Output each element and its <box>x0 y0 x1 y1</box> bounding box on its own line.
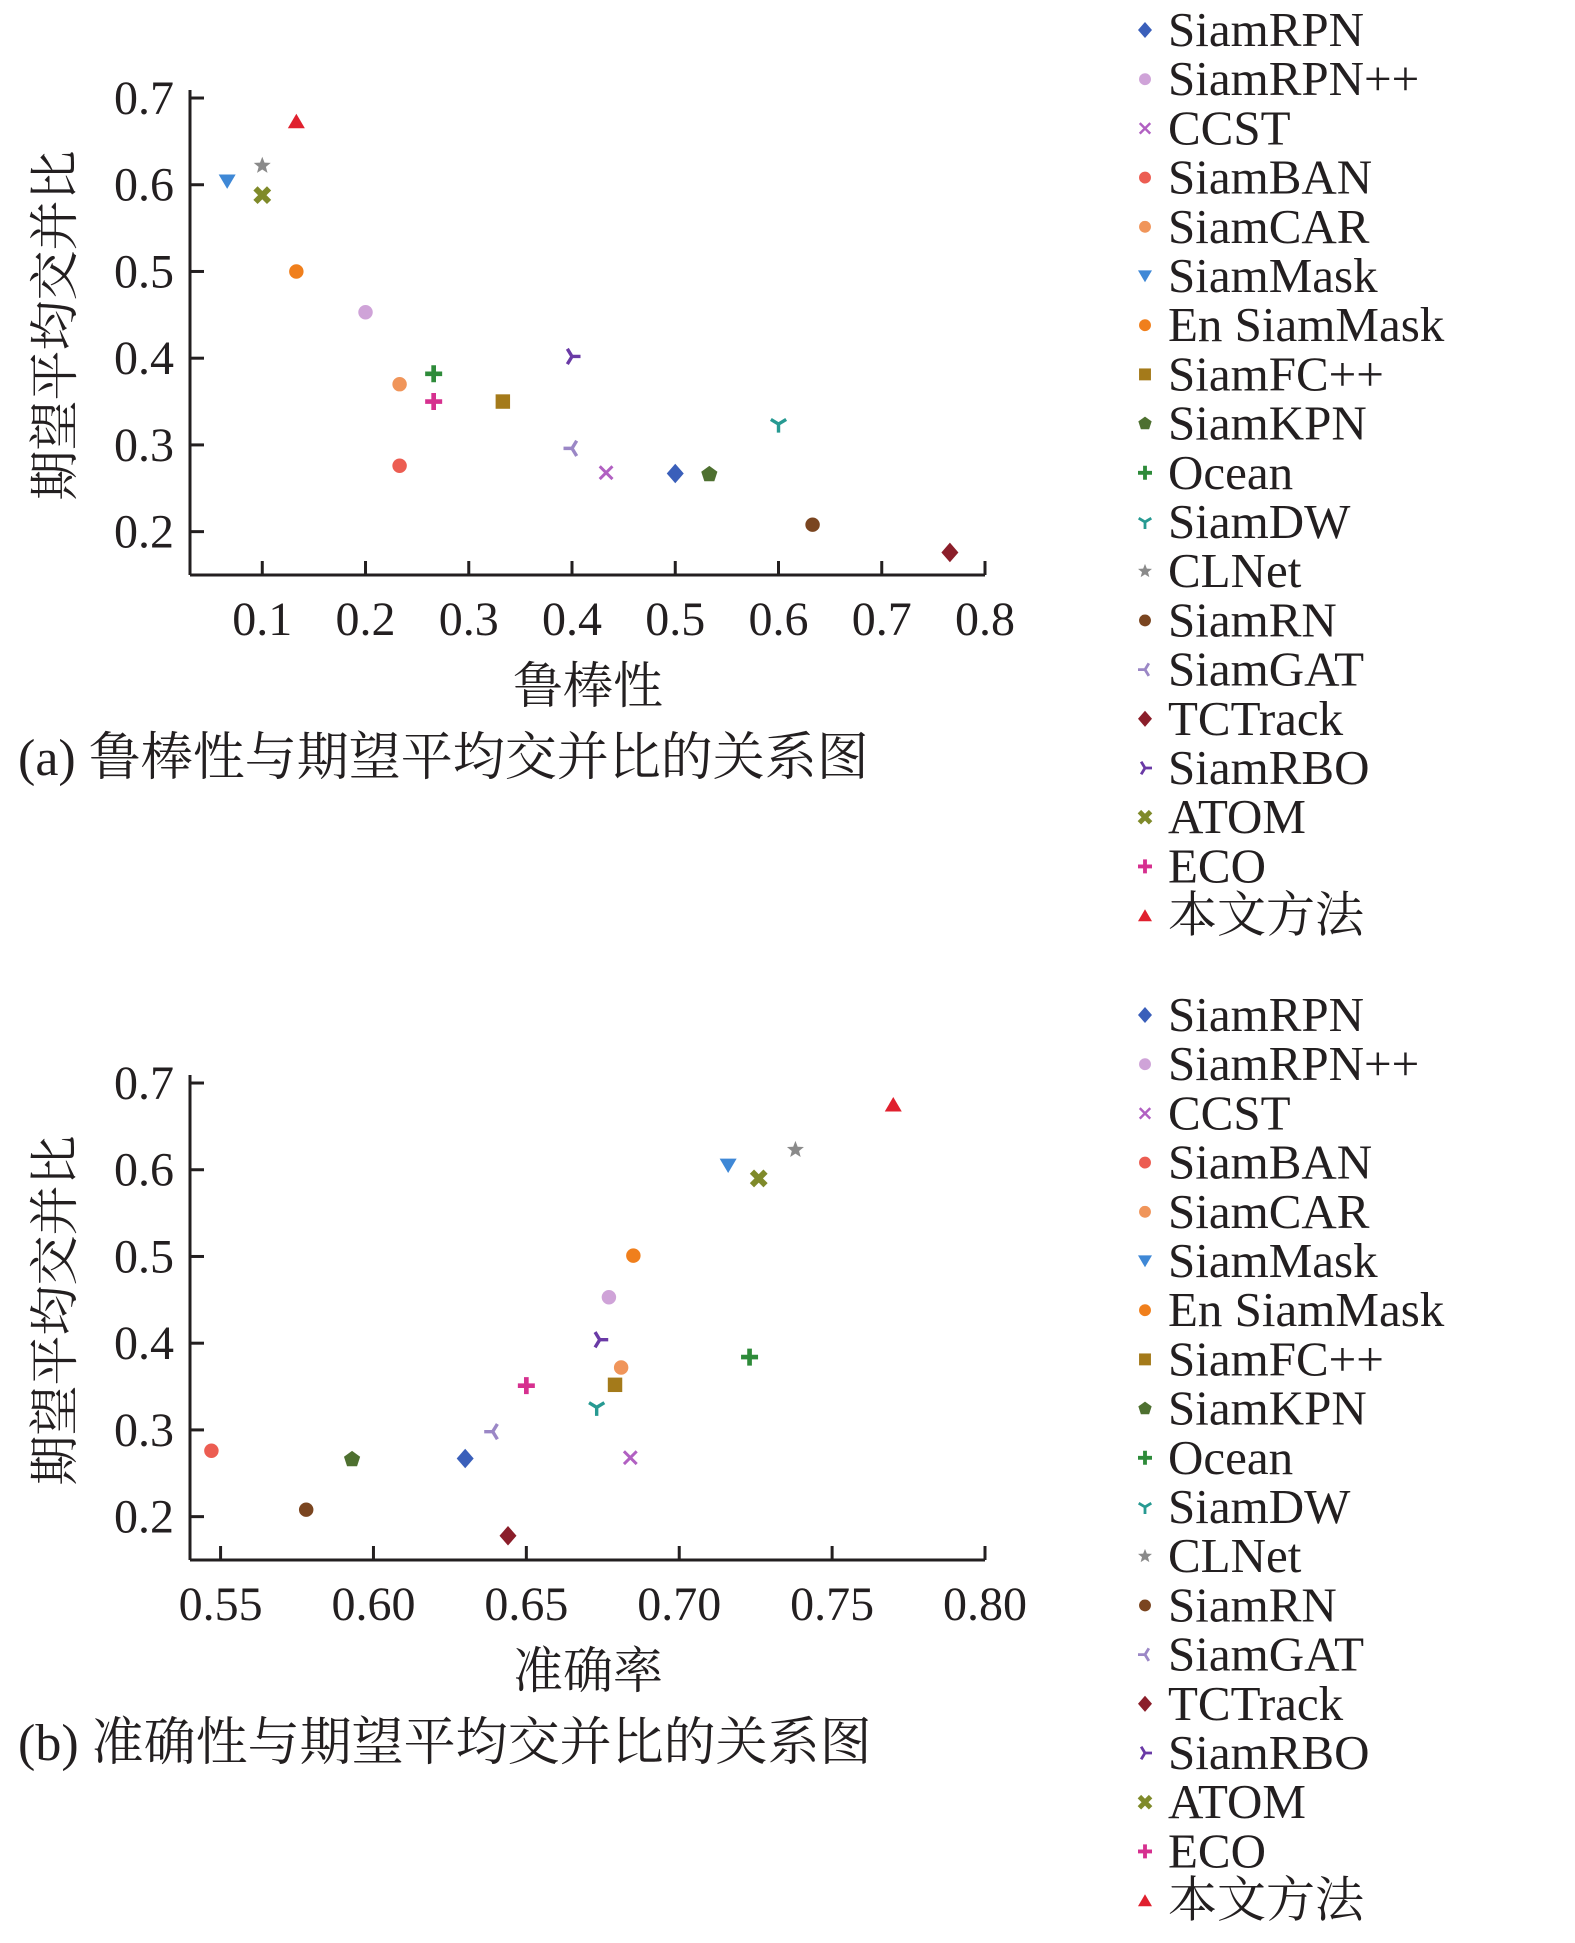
chart-a-legend-label: En SiamMask <box>1168 297 1445 353</box>
chart-a-x-tick-label: 0.8 <box>955 593 1015 646</box>
chart-a-legend-marker <box>1138 859 1152 873</box>
chart-panel-a <box>0 0 1575 958</box>
chart-b-legend-label: 本文方法 <box>1168 1872 1365 1928</box>
chart-b-y-tick-label: 0.4 <box>114 1317 174 1371</box>
chart-a-legend-marker <box>1138 22 1152 38</box>
chart-a-x-tick-label: 0.2 <box>335 593 396 646</box>
chart-a-point-atom <box>255 188 269 202</box>
chart-b-x-axis-title: 准确率 <box>513 1642 663 1700</box>
chart-a-x-tick-label: 0.6 <box>748 593 809 646</box>
chart-b-y-axis-title: 期望平均交并比 <box>26 1135 84 1486</box>
chart-a-legend-item-en-siammask <box>1139 297 1445 352</box>
chart-a-legend-marker <box>1138 711 1152 727</box>
chart-a-legend-item-siamban <box>1139 150 1372 205</box>
chart-b-legend-marker <box>1139 1157 1151 1169</box>
chart-a-legend-item-eco <box>1138 838 1266 893</box>
chart-b-point-siamban <box>204 1444 218 1458</box>
chart-a-point-clnet <box>254 157 271 173</box>
chart-b-point-siamrpn <box>457 1449 474 1469</box>
chart-b-y-tick-label: 0.7 <box>114 1057 174 1111</box>
chart-a-x-tick-label: 0.4 <box>542 593 603 646</box>
chart-a-legend-marker <box>1138 663 1149 676</box>
chart-b-point-clnet <box>787 1141 804 1157</box>
chart-a-legend-marker <box>1138 909 1152 921</box>
chart-b-x-tick-label: 0.75 <box>790 1578 875 1631</box>
chart-b-legend-label: CLNet <box>1168 1528 1302 1584</box>
chart-b-point-en-siammask <box>626 1248 640 1262</box>
chart-b-legend-item-siamcar <box>1139 1184 1370 1239</box>
chart-a-legend-label: ECO <box>1168 838 1266 894</box>
chart-a-point-本文方法 <box>288 114 305 128</box>
chart-b-legend-marker <box>1138 1451 1152 1465</box>
chart-a-legend-marker <box>1141 762 1152 775</box>
chart-a-y-tick-label: 0.4 <box>114 332 174 386</box>
chart-b-legend-item-siamrpn <box>1138 987 1364 1042</box>
chart-b-legend-item-siamdw <box>1139 1479 1351 1534</box>
chart-b-y-tick-label: 0.6 <box>114 1143 174 1197</box>
chart-a-legend-marker <box>1139 319 1151 331</box>
chart-b-legend-marker <box>1138 1696 1152 1712</box>
chart-a-legend-marker <box>1139 812 1150 823</box>
chart-b-point-本文方法 <box>885 1097 902 1111</box>
chart-a-legend-marker <box>1139 368 1151 380</box>
chart-b-legend-marker <box>1138 1549 1152 1562</box>
chart-b-legend-label: SiamFC++ <box>1168 1331 1384 1387</box>
chart-a-legend-item-clnet <box>1138 543 1302 598</box>
chart-b-y-tick-label: 0.5 <box>114 1230 174 1284</box>
chart-a-legend-item-ccst <box>1140 100 1291 155</box>
chart-b-legend-item-siamban <box>1139 1135 1372 1190</box>
chart-a-x-tick-label: 0.3 <box>438 593 499 646</box>
chart-a-legend-item-siamrbo <box>1141 740 1369 795</box>
chart-a-point-siamrn <box>805 517 819 531</box>
chart-a-legend-label: SiamRN <box>1168 592 1337 648</box>
chart-b-legend-label: SiamDW <box>1168 1479 1351 1534</box>
chart-b-legend-label: ATOM <box>1168 1774 1306 1830</box>
chart-a-y-tick-label: 0.7 <box>114 72 174 126</box>
chart-b-legend-item-eco <box>1138 1823 1266 1878</box>
chart-a-point-siamgat <box>564 441 577 456</box>
chart-a-legend-marker <box>1139 614 1151 626</box>
chart-a-point-siamfc <box>496 394 510 408</box>
chart-b-x-tick-label: 0.70 <box>637 1578 722 1631</box>
chart-b-legend-marker <box>1139 1353 1151 1365</box>
chart-b-legend-item-本文方法 <box>1138 1873 1365 1928</box>
chart-a-point-siamrbo <box>567 349 580 364</box>
chart-a-legend-marker <box>1138 466 1152 480</box>
chart-a-point-siamban <box>392 459 406 473</box>
chart-a-legend-marker <box>1139 73 1151 85</box>
chart-a-legend-label: SiamFC++ <box>1168 346 1384 402</box>
chart-b-legend-item-siamrpn <box>1139 1036 1419 1091</box>
chart-b-legend-item-ocean <box>1138 1430 1293 1485</box>
chart-a-point-ocean <box>425 365 442 382</box>
chart-b-point-ccst <box>624 1451 637 1464</box>
chart-a-legend-label: SiamCAR <box>1168 198 1370 254</box>
chart-b-legend-item-siamrbo <box>1141 1725 1369 1780</box>
chart-a-legend-label: TCTrack <box>1168 690 1344 746</box>
chart-a-svg <box>0 0 1575 958</box>
chart-a-legend-item-siamkpn <box>1138 396 1366 451</box>
chart-a-y-tick-label: 0.5 <box>114 245 174 299</box>
chart-b-legend-item-en-siammask <box>1139 1282 1445 1337</box>
chart-b-legend-item-siamfc <box>1139 1331 1384 1386</box>
chart-b-point-ocean <box>741 1349 758 1366</box>
chart-a-legend-label: SiamRPN++ <box>1168 51 1420 107</box>
chart-a-point-ccst <box>600 466 613 479</box>
chart-a-legend-item-siamrpn <box>1138 2 1364 57</box>
chart-a-y-tick-label: 0.2 <box>114 505 174 559</box>
chart-a-legend-marker <box>1138 417 1151 430</box>
chart-a-legend-item-siammask <box>1138 248 1378 303</box>
chart-b-legend-marker <box>1139 1206 1151 1218</box>
chart-b-x-tick-label: 0.55 <box>178 1578 263 1631</box>
chart-b-legend-label: SiamGAT <box>1168 1626 1364 1682</box>
chart-a-point-en-siammask <box>289 264 303 278</box>
chart-b-legend-item-siamrn <box>1139 1577 1337 1632</box>
chart-b-legend-item-clnet <box>1138 1528 1302 1583</box>
chart-b-svg <box>0 985 1575 1943</box>
chart-b-legend-label: CCST <box>1168 1085 1291 1141</box>
chart-a-legend-label: SiamRPN <box>1168 2 1365 57</box>
chart-b-legend-marker <box>1138 1894 1152 1906</box>
chart-a-legend-marker <box>1139 221 1151 233</box>
chart-b-legend-marker <box>1138 1844 1152 1858</box>
chart-a-x-tick-label: 0.1 <box>232 593 293 646</box>
chart-b-legend-marker <box>1141 1747 1152 1760</box>
chart-b-legend-marker <box>1139 1058 1151 1070</box>
chart-a-x-axis-title: 鲁棒性 <box>513 657 663 715</box>
chart-b-point-tctrack <box>500 1526 517 1546</box>
chart-b-legend-item-siamgat <box>1138 1627 1364 1682</box>
chart-a-legend-label: SiamKPN <box>1168 395 1367 451</box>
chart-a-legend-marker <box>1140 123 1151 133</box>
chart-a-legend-item-siamcar <box>1139 199 1370 254</box>
chart-b-legend-label: SiamCAR <box>1168 1183 1370 1239</box>
chart-b-legend-label: SiamMask <box>1168 1233 1378 1288</box>
chart-b-x-tick-label: 0.80 <box>943 1578 1027 1631</box>
chart-b-legend-item-siammask <box>1138 1233 1378 1288</box>
chart-a-point-siamrpn <box>667 464 684 484</box>
chart-a-legend-item-atom <box>1139 789 1306 844</box>
chart-a-caption: (a) 鲁棒性与期望平均交并比的关系图 <box>18 730 869 787</box>
chart-b-legend-item-tctrack <box>1138 1676 1344 1731</box>
chart-a-point-siamkpn <box>701 466 717 481</box>
chart-b-point-siammask <box>720 1159 737 1173</box>
chart-b-point-siamdw <box>589 1403 604 1416</box>
chart-a-point-eco <box>425 393 442 410</box>
chart-a-legend-item-ocean <box>1138 445 1293 500</box>
chart-a-point-siamrpn <box>358 305 372 319</box>
chart-a-legend-label: CCST <box>1168 100 1291 156</box>
chart-b-legend-marker <box>1138 1255 1152 1267</box>
chart-b-y-tick-label: 0.2 <box>114 1490 174 1544</box>
chart-b-point-siamfc <box>608 1378 622 1392</box>
chart-b-legend-label: TCTrack <box>1168 1675 1344 1731</box>
chart-b-legend-label: SiamRPN <box>1168 987 1365 1042</box>
chart-a-point-siamdw <box>771 419 786 432</box>
chart-b-legend-item-atom <box>1139 1774 1306 1829</box>
chart-b-legend-label: SiamRBO <box>1168 1725 1370 1780</box>
chart-b-legend-marker <box>1138 1007 1152 1023</box>
chart-b-legend-item-ccst <box>1140 1085 1291 1140</box>
chart-b-legend-label: Ocean <box>1168 1429 1294 1485</box>
chart-a-legend-marker <box>1139 172 1151 184</box>
chart-b-legend-label: ECO <box>1168 1823 1266 1879</box>
chart-b-legend-label: SiamRN <box>1168 1577 1337 1633</box>
chart-a-legend-label: 本文方法 <box>1168 887 1365 943</box>
chart-b-caption: (b) 准确性与期望平均交并比的关系图 <box>18 1715 872 1772</box>
chart-b-legend-item-siamkpn <box>1138 1381 1366 1436</box>
chart-a-y-tick-label: 0.3 <box>114 418 174 472</box>
chart-a-legend-label: SiamDW <box>1168 494 1351 549</box>
chart-b-legend-marker <box>1139 1503 1152 1514</box>
chart-b-legend-marker <box>1139 1304 1151 1316</box>
chart-a-point-siamcar <box>392 377 406 391</box>
chart-a-legend-label: SiamMask <box>1168 248 1378 303</box>
chart-a-legend-label: SiamGAT <box>1168 641 1364 697</box>
chart-b-x-tick-label: 0.60 <box>331 1578 416 1631</box>
chart-a-legend-marker <box>1138 564 1152 577</box>
chart-a-point-siammask <box>219 174 236 188</box>
chart-a-y-tick-label: 0.6 <box>114 158 174 212</box>
chart-b-legend-marker <box>1138 1648 1149 1661</box>
chart-a-legend-item-siamgat <box>1138 642 1364 697</box>
chart-b-point-siamrn <box>299 1502 313 1516</box>
chart-a-legend-label: CLNet <box>1168 543 1302 599</box>
chart-b-point-atom <box>752 1172 766 1186</box>
chart-a-legend-item-tctrack <box>1138 691 1344 746</box>
chart-a-legend-label: Ocean <box>1168 444 1294 500</box>
chart-a-legend-item-siamfc <box>1139 346 1384 401</box>
chart-a-legend-label: SiamRBO <box>1168 740 1370 795</box>
chart-b-legend-marker <box>1140 1108 1151 1119</box>
chart-panel-b <box>0 985 1575 1943</box>
chart-b-legend-label: En SiamMask <box>1168 1282 1445 1338</box>
chart-a-legend-item-本文方法 <box>1138 888 1365 943</box>
chart-a-legend-marker <box>1138 270 1152 282</box>
chart-a-x-tick-label: 0.7 <box>851 593 912 646</box>
chart-a-legend-label: SiamBAN <box>1168 149 1373 205</box>
chart-b-point-siamkpn <box>344 1451 360 1466</box>
chart-b-legend-label: SiamRPN++ <box>1168 1036 1420 1092</box>
chart-b-legend-label: SiamKPN <box>1168 1380 1367 1436</box>
chart-b-point-siamrbo <box>595 1332 608 1347</box>
chart-b-x-tick-label: 0.65 <box>484 1578 569 1631</box>
chart-b-point-siamgat <box>484 1424 497 1439</box>
chart-a-legend-item-siamdw <box>1139 494 1351 549</box>
chart-a-legend-item-siamrn <box>1139 592 1337 647</box>
chart-b-legend-marker <box>1139 1797 1150 1808</box>
chart-b-point-siamcar <box>614 1360 628 1374</box>
chart-b-y-tick-label: 0.3 <box>114 1403 174 1457</box>
chart-b-point-siamrpn <box>602 1290 616 1304</box>
chart-a-legend-marker <box>1139 518 1152 529</box>
chart-a-x-tick-label: 0.5 <box>645 593 706 646</box>
chart-b-legend-label: SiamBAN <box>1168 1134 1373 1190</box>
chart-a-legend-label: ATOM <box>1168 789 1306 845</box>
chart-b-legend-marker <box>1138 1402 1151 1415</box>
chart-b-point-eco <box>518 1377 535 1394</box>
chart-a-legend-item-siamrpn <box>1139 51 1419 106</box>
chart-a-y-axis-title: 期望平均交并比 <box>26 150 84 501</box>
chart-b-legend-marker <box>1139 1599 1151 1611</box>
chart-a-point-tctrack <box>941 543 958 563</box>
